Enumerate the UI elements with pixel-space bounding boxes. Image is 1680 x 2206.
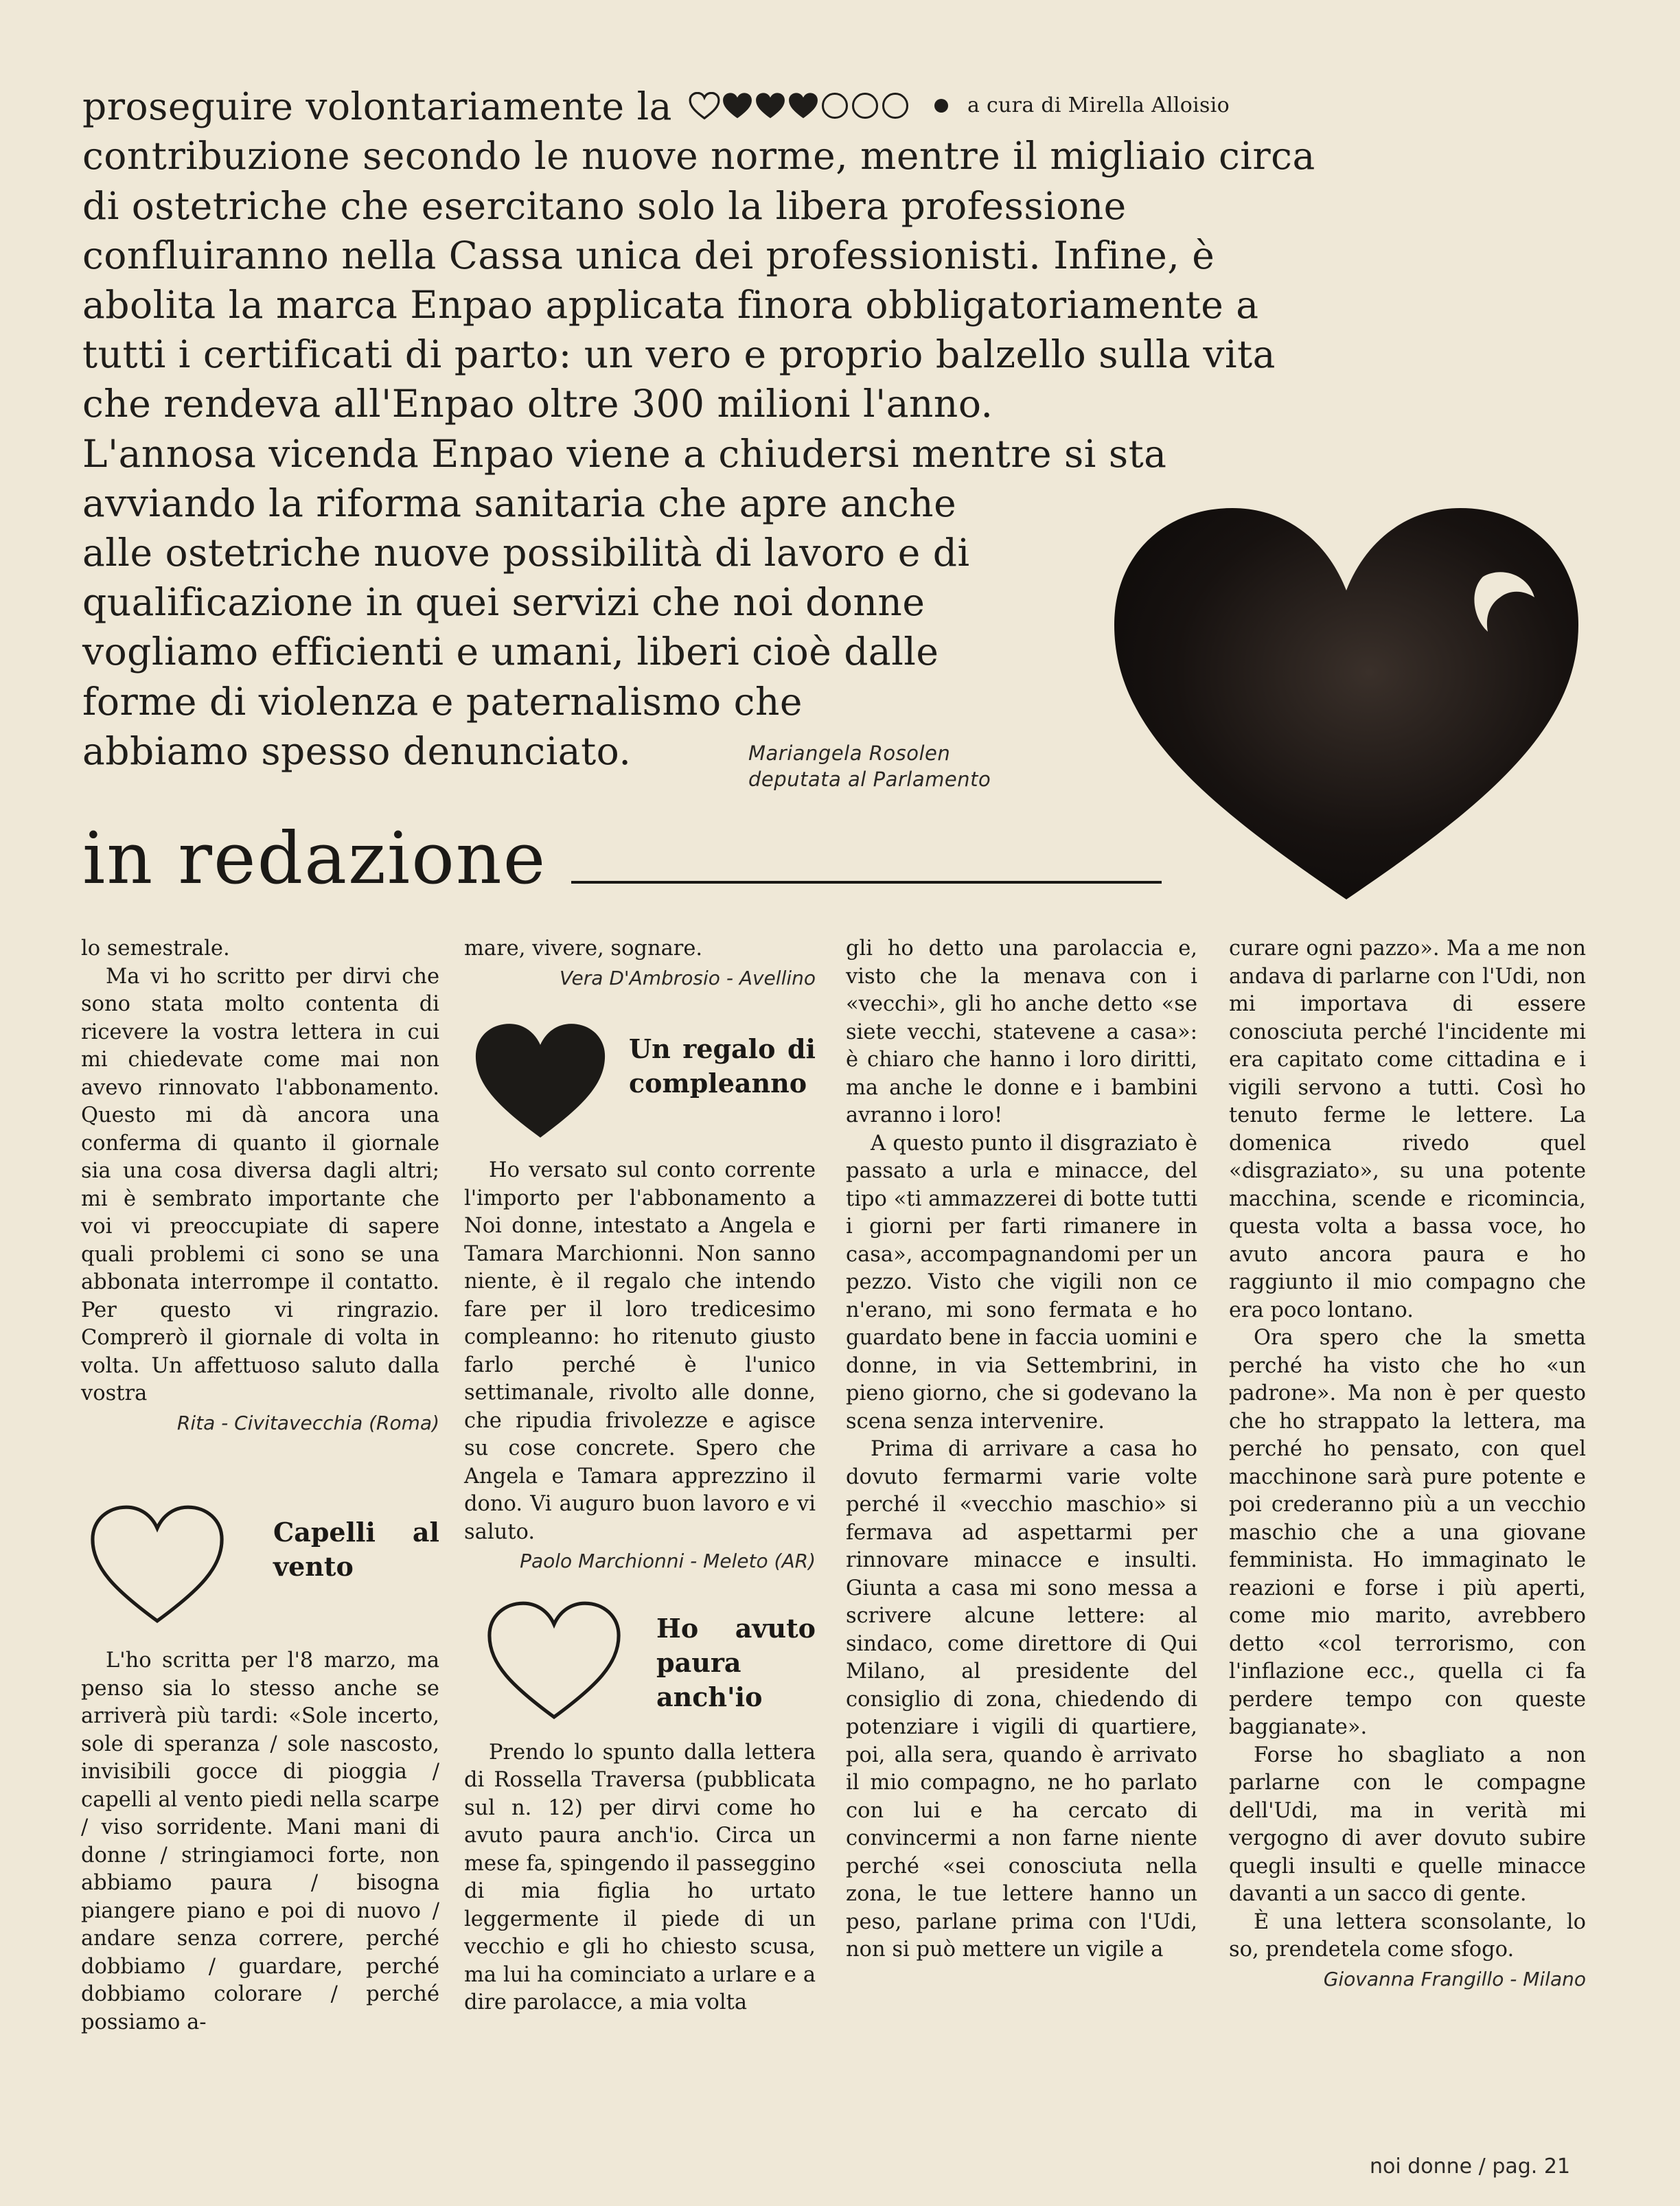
letter-signature: Giovanna Frangillo - Milano [1323, 1967, 1586, 1990]
lead-line-9: avviando la riforma sanitaria che apre anche [82, 481, 957, 525]
paragraph: Prima di arrivare a casa ho dovuto fermarmi varie volte perché il «vecchio maschio» si fermava ad aspettarmi per rinnovare minacce e insulti. Giunta a casa mi sono messa a scrivere alcune lettere: al sindaco, come direttore di Qui Milano, al presidente del consiglio di zona, chiedendo di potenziare i vigili di quartiere, poi, alla sera, quando è arrivato il mio compagno, ne ho parlato con lui e ha cercato di convincermi a non farne niente perché «sei conosciuta nella zona, le tue lettere hanno un peso, parlane prima con l'Udi, non si può mettere un vigile a [846, 1437, 1197, 1962]
paragraph: mare, vivere, sognare. [464, 937, 703, 961]
lead-signature [748, 740, 991, 792]
lead-line-11: qualificazione in quei servizi che noi donne [82, 580, 925, 625]
paragraph: lo semestrale. [81, 937, 230, 961]
paragraph: Ora spero che la smetta perché ha visto che ho «un padrone». Ma non è per questo che ho strappato la lettera, ma perché ho pensato, con quel macchinone sarà pure potente e poi crederanno più a un vecchio maschio che a una giovane femminista. Ho immaginato le reazioni e forse i più aperti, come mio marito, avrebbero detto «col terrorismo, con l'inflazione ecc., quella ci fa perdere tempo con queste baggianate». [1229, 1326, 1586, 1739]
letter-title: Ho avuto paura anch'io [656, 1612, 816, 1712]
magazine-name: noi donne [1370, 2155, 1473, 2179]
column-3 [846, 935, 1197, 1964]
paragraph: A questo punto il disgraziato è passato a urla e minacce, del tipo «ti ammazzerei di botte tutti i giorni per farti rimanere in casa», accompagnandomi per un pezzo. Visto che vigili non ce n'erano, mi sono fermata e ho guardato bene in faccia uomini e donne, in via Settembrini, in pieno giorno, che si godevano la scena senza intervenire. [846, 1131, 1197, 1434]
lead-line-4: confluiranno nella Cassa unica dei professionisti. Infine, è [82, 233, 1215, 277]
paragraph: Prendo lo spunto dalla lettera di Rossella Traversa (pubblicata sul n. 12) per dirvi come ho avuto paura anch'io. Circa un mese fa, spingendo il passeggino di mia figlia ho urtato leggermente il piede di un vecchio e gli ho chiesto scusa, ma lui ha cominciato a urlare e a dire parolacce, a mia volta [464, 1740, 816, 2014]
paragraph: L'ho scritta per l'8 marzo, ma penso sia lo stesso anche se arriverà più tardi: «Sole incerto, sole di speranza / sole nascosto, invisibili gocce di pioggia / capelli al vento piedi nella scarpe / viso sorridente. Mani mani di donne / stringiamoci forte, non abbiamo paura / bisogna piangere piano e poi di nuovo / andare senza correre, perché dobbiamo / guardare, perché dobbiamo colorare / perché possiamo a- [81, 1648, 439, 2034]
circle-outline-icon [852, 93, 878, 119]
curator-credit: a cura di Mirella Alloisio [967, 93, 1230, 117]
letter-signature: Rita - Civitavecchia (Roma) [176, 1411, 439, 1434]
lead-line-6: tutti i certificati di parto: un vero e proprio balzello sulla vita [82, 332, 1276, 377]
page-number: / pag. 21 [1478, 2155, 1571, 2179]
lead-line-3: di ostetriche che esercitano solo la libera professione [82, 183, 1127, 228]
rating-header [684, 81, 1230, 130]
lead-line-1-text: proseguire volontariamente la [82, 84, 672, 129]
column-2 [464, 935, 816, 2017]
section-title: in redazione [82, 816, 547, 900]
page-footer [1370, 2155, 1570, 2179]
column-1 [81, 935, 439, 2036]
lead-line-7: che rendeva all'Enpao oltre 300 milioni l'anno. [82, 382, 993, 426]
letter-title: Capelli al vento [273, 1517, 439, 1582]
heart-outline-icon [81, 1503, 233, 1627]
heart-filled-icon [755, 92, 786, 119]
section-rule [571, 881, 1162, 884]
letter-title: Un regalo di compleanno [629, 1033, 816, 1099]
lead-line-10: alle ostetriche nuove possibilità di lavoro e di [82, 530, 970, 575]
paragraph: Forse ho sbagliato a non parlarne con le compagne dell'Udi, ma in verità mi vergogno di aver dovuto subire quegli insulti e quelle minacce davanti a un sacco di gente. [1229, 1743, 1586, 1906]
large-heart-icon [1109, 501, 1584, 905]
circle-outline-icon [882, 93, 908, 119]
paragraph: È una lettera sconsolante, lo so, prendetela come sfogo. [1229, 1909, 1586, 1962]
letter-signature: Paolo Marchionni - Meleto (AR) [520, 1550, 816, 1572]
letter-heading-box [478, 1599, 816, 1723]
paragraph: gli ho detto una parolaccia e, visto che la menava con i «vecchi», gli ho anche detto «se siete vecchi, statevene a casa»: è chiaro che hanno i loro diritti, ma anche le donne e i bambini avranno i loro! [846, 937, 1197, 1127]
paragraph: curare ogni pazzo». Ma a me non andava di parlarne con l'Udi, non mi importava di essere conosciuta perché l'incidente mi era capitato come cittadina e i vigili servono a tutti. Così ho tenuto ferme le lettere. La domenica rivedo quel «disgraziato», su una potente macchina, scende e ricomincia, questa volta a bassa voce, ho avuto ancora paura e ho raggiunto il mio compagno che era poco lontano. [1229, 937, 1586, 1322]
heart-filled-icon [464, 1020, 617, 1143]
circle-outline-icon [822, 93, 848, 119]
signature-role: deputata al Parlamento [748, 768, 991, 791]
lead-line-12: vogliamo efficienti e umani, liberi cioè dalle [82, 630, 939, 674]
heart-filled-icon [722, 92, 753, 119]
heart-filled-icon [787, 92, 819, 119]
lead-line-8: L'annosa vicenda Enpao viene a chiudersi mentre si sta [82, 431, 1167, 476]
signature-name: Mariangela Rosolen [748, 742, 951, 765]
rating-scale [689, 92, 910, 119]
lead-line-2: contribuzione secondo le nuove norme, mentre il migliaio circa [82, 134, 1315, 179]
letter-heading-box [464, 1020, 816, 1143]
letter-signature: Vera D'Ambrosio - Avellino [560, 966, 816, 989]
heart-outline-icon [689, 92, 720, 119]
paragraph: Ho versato sul conto corrente l'importo per l'abbonamento a Noi donne, intestato a Angela e Tamara Marchionni. Non sanno niente, è il regalo che intendo fare per il loro tredicesimo compleanno: ho ritenuto giusto farlo perché è l'unico settimanale, rivolto alle donne, che ripudia frivolezze e agisce su cose concrete. Spero che Angela e Tamara apprezzino il dono. Vi auguro buon lavoro e vi saluto. [464, 1158, 816, 1544]
lead-line-5: abolita la marca Enpao applicata finora obbligatoriamente a [82, 282, 1259, 327]
bullet-dot-icon [934, 99, 948, 113]
letter-heading-box [81, 1503, 439, 1627]
paragraph: Ma vi ho scritto per dirvi che sono stata molto contenta di ricevere la vostra lettera in cui mi chiedevate come mai non avevo rinnovato l'abbonamento. Questo mi dà ancora una conferma di quanto il giornale sia una cosa diversa dagli altri; mi è sembrato importante che voi vi preoccupiate di sapere quali problemi ci sono se una abbonata interrompe il contatto. Per questo vi ringrazio. Comprerò il giornale di volta in volta. Un affettuoso saluto dalla vostra [81, 964, 439, 1405]
heart-outline-icon [478, 1599, 630, 1723]
lead-line-13: forme di violenza e paternalismo che [82, 679, 803, 724]
lead-line-14: abbiamo spesso denunciato. [82, 728, 632, 773]
lead-line-1 [82, 81, 1455, 131]
column-4 [1229, 935, 1586, 1993]
